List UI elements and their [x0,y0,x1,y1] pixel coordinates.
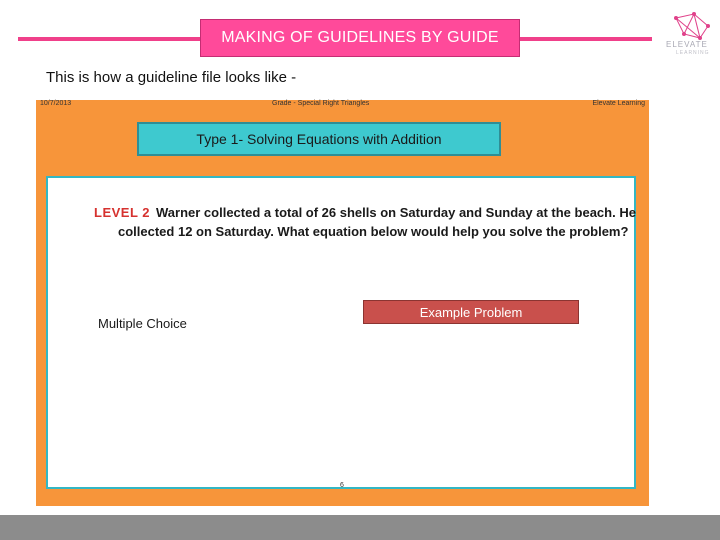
example-problem-button[interactable]: Example Problem [363,300,579,324]
page-title: MAKING OF GUIDELINES BY GUIDE [200,19,520,57]
problem-statement [94,204,658,241]
slide-header-right: Elevate Learning [592,100,645,107]
problem-card [46,176,636,489]
multiple-choice-label: Multiple Choice [98,316,187,331]
page-number: 6 [340,482,344,489]
header-line-right [520,37,652,41]
slide-header-left: 10/7/2013 [40,100,72,107]
elevate-logo-icon [664,12,718,66]
header-line-left [18,37,200,41]
logo-text: ELEVATE [666,40,708,49]
intro-text: This is how a guideline file looks like - [46,69,297,86]
type-title: Type 1- Solving Equations with Addition [137,122,501,156]
logo-subtext: LEARNING [676,50,710,56]
level-label: LEVEL 2 [94,205,151,220]
slide-header-center: Grade - Special Right Triangles [272,100,370,107]
footer-bar [0,515,720,540]
guideline-slide [36,100,649,506]
problem-text: Warner collected a total of 26 shells on Saturday and Sunday at the beach. He collected 12 on Saturday. What equation below would help you solve the problem? [118,205,636,239]
